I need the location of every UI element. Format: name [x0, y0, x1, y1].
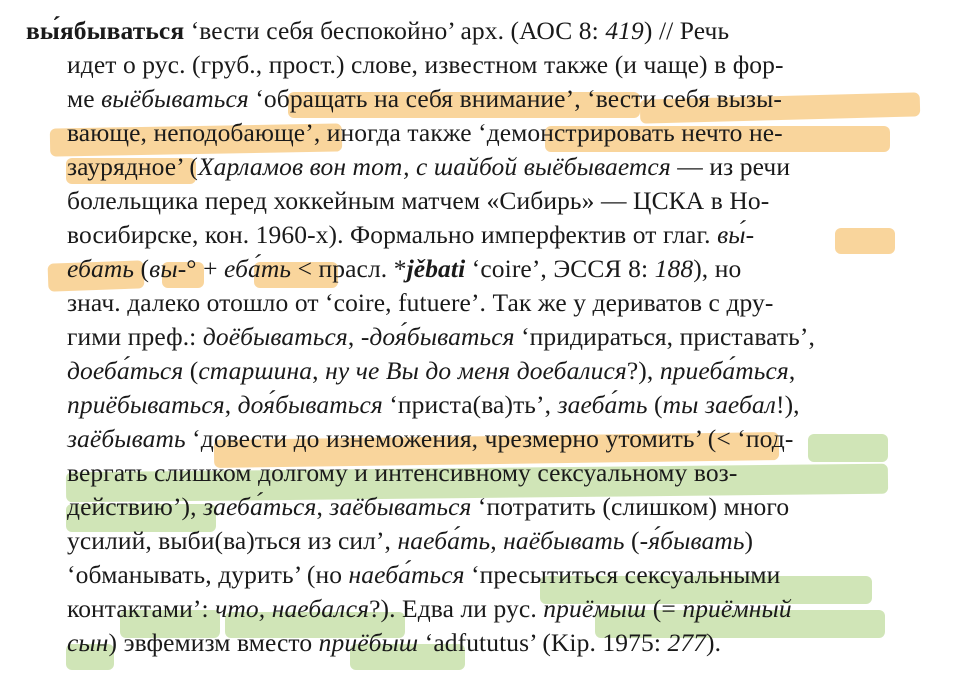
text-line: [67, 592, 792, 626]
text-segment: ‘приста(ва)ть’,: [382, 390, 558, 419]
text-segment: сын: [67, 628, 109, 657]
text-segment: знач. далеко отошло от ‘coire, futuere’. Так же у дериватов с дру-: [67, 288, 774, 317]
text-segment: ,: [224, 390, 238, 419]
text-segment: контактами’:: [67, 594, 216, 623]
text-line: [67, 422, 793, 456]
text-segment: (-: [624, 526, 649, 555]
text-line: [67, 116, 783, 150]
text-line: [67, 320, 815, 354]
text-segment: заеба́ть: [557, 390, 648, 419]
text-segment: ,: [490, 526, 504, 555]
text-segment: приёмный: [682, 594, 792, 623]
text-line: [67, 388, 800, 422]
text-segment: 188: [654, 254, 694, 283]
text-segment: ‘coire’, ЭССЯ 8:: [465, 254, 655, 283]
text-segment: заурядное’ (: [67, 152, 198, 181]
text-segment: выёбываться: [101, 84, 249, 113]
text-segment: ?),: [626, 356, 660, 385]
text-segment: вы-: [149, 254, 187, 283]
highlight-green: [808, 434, 888, 462]
text-segment: наёбывать: [503, 526, 625, 555]
text-segment: действию’),: [67, 492, 204, 521]
text-segment: 419: [605, 16, 644, 45]
text-line: [67, 184, 769, 218]
text-segment: приёбыш: [318, 628, 419, 657]
text-segment: (: [183, 356, 199, 385]
text-segment: ‘довести до изнеможения, чрезмерно утомить’ (< ‘под-: [185, 424, 794, 453]
text-line: [26, 14, 729, 48]
text-segment: ‘adfututus’ (Kip. 1975:: [418, 628, 668, 657]
text-segment: идет о рус. (груб., прост.) слове, известном также (и чаще) в фор-: [67, 50, 784, 79]
text-segment: заёбываться: [329, 492, 472, 521]
text-segment: приеба́ться: [659, 356, 789, 385]
text-segment: заеба́ться: [203, 492, 317, 521]
text-segment: ‘пресытиться сексуальными: [464, 560, 781, 589]
text-line: [67, 286, 773, 320]
text-segment: доеба́ться: [67, 356, 184, 385]
text-segment: что, наебался: [215, 594, 370, 623]
text-segment: доёбываться: [202, 322, 348, 351]
text-segment: вающе, неподобающе’, иногда также ‘демонстрировать нечто не-: [67, 118, 783, 147]
text-segment: наеба́ться: [348, 560, 465, 589]
text-line: [67, 490, 789, 524]
text-line: [67, 558, 780, 592]
text-segment: !),: [776, 390, 800, 419]
text-segment: ): [744, 526, 754, 555]
text-line: [67, 150, 790, 184]
text-segment: приёмыш: [543, 594, 647, 623]
text-line: [67, 456, 737, 490]
text-segment: 277: [667, 628, 707, 657]
text-segment: ,: [312, 356, 326, 385]
text-line: [67, 626, 721, 660]
text-segment: вы́-: [717, 220, 755, 249]
text-segment: ° +: [186, 254, 225, 283]
highlight-orange: [835, 228, 895, 254]
text-segment: еба́ть: [224, 254, 292, 283]
text-segment: усилий, выби(ва)ться из сил’,: [67, 526, 398, 555]
text-segment: ‘обращать на себя внимание’, ‘вести себя вызы-: [248, 84, 782, 113]
text-segment: восибирске, кон. 1960-х). Формально имперфектив от глаг.: [67, 220, 718, 249]
text-segment: доя́бываться: [237, 390, 383, 419]
text-segment: гими преф.:: [67, 322, 203, 351]
text-line: [67, 82, 782, 116]
text-segment: ,: [788, 356, 796, 385]
text-segment: наеба́ть: [397, 526, 491, 555]
text-segment: вергать слишком долгому и интенсивному сексуальному воз-: [67, 458, 738, 487]
headword: вы́ябываться: [26, 16, 185, 45]
text-segment: jěbati: [406, 254, 466, 283]
text-segment: ебать: [67, 254, 135, 283]
text-line: [67, 218, 754, 252]
text-segment: — из речи: [670, 152, 791, 181]
text-segment: (=: [646, 594, 683, 623]
text-segment: ме: [67, 84, 102, 113]
text-line: [67, 252, 741, 286]
text-segment: ‘вести себя беспокойно’ арх. (АОС 8:: [184, 16, 606, 45]
text-segment: < прасл. *: [291, 254, 407, 283]
text-segment: я́бывать: [648, 526, 745, 555]
text-segment: ,: [316, 492, 330, 521]
text-segment: (: [647, 390, 663, 419]
text-segment: ).: [706, 628, 722, 657]
text-line: [67, 354, 795, 388]
text-segment: (: [134, 254, 150, 283]
text-segment: ) // Речь: [643, 16, 730, 45]
text-segment: ‘обманывать, дурить’ (но: [67, 560, 349, 589]
text-segment: ), но: [693, 254, 742, 283]
text-segment: ну че Вы до меня доебалися: [325, 356, 627, 385]
text-line: [67, 48, 784, 82]
text-segment: Харламов вон тот, с шайбой выёбывается: [198, 152, 671, 181]
text-segment: -доя́бываться: [360, 322, 515, 351]
text-segment: ,: [347, 322, 361, 351]
text-segment: ) эвфемизм вместо: [108, 628, 319, 657]
text-segment: ?). Едва ли рус.: [369, 594, 544, 623]
text-line: [67, 524, 753, 558]
text-segment: заёбывать: [67, 424, 186, 453]
text-segment: ты заебал: [662, 390, 776, 419]
text-segment: болельщика перед хоккейным матчем «Сибирь» — ЦСКА в Но-: [67, 186, 770, 215]
text-segment: ‘придираться, приставать’,: [514, 322, 815, 351]
text-segment: приёбываться: [67, 390, 225, 419]
text-segment: ‘потратить (слишком) много: [471, 492, 790, 521]
text-segment: старшина: [198, 356, 313, 385]
